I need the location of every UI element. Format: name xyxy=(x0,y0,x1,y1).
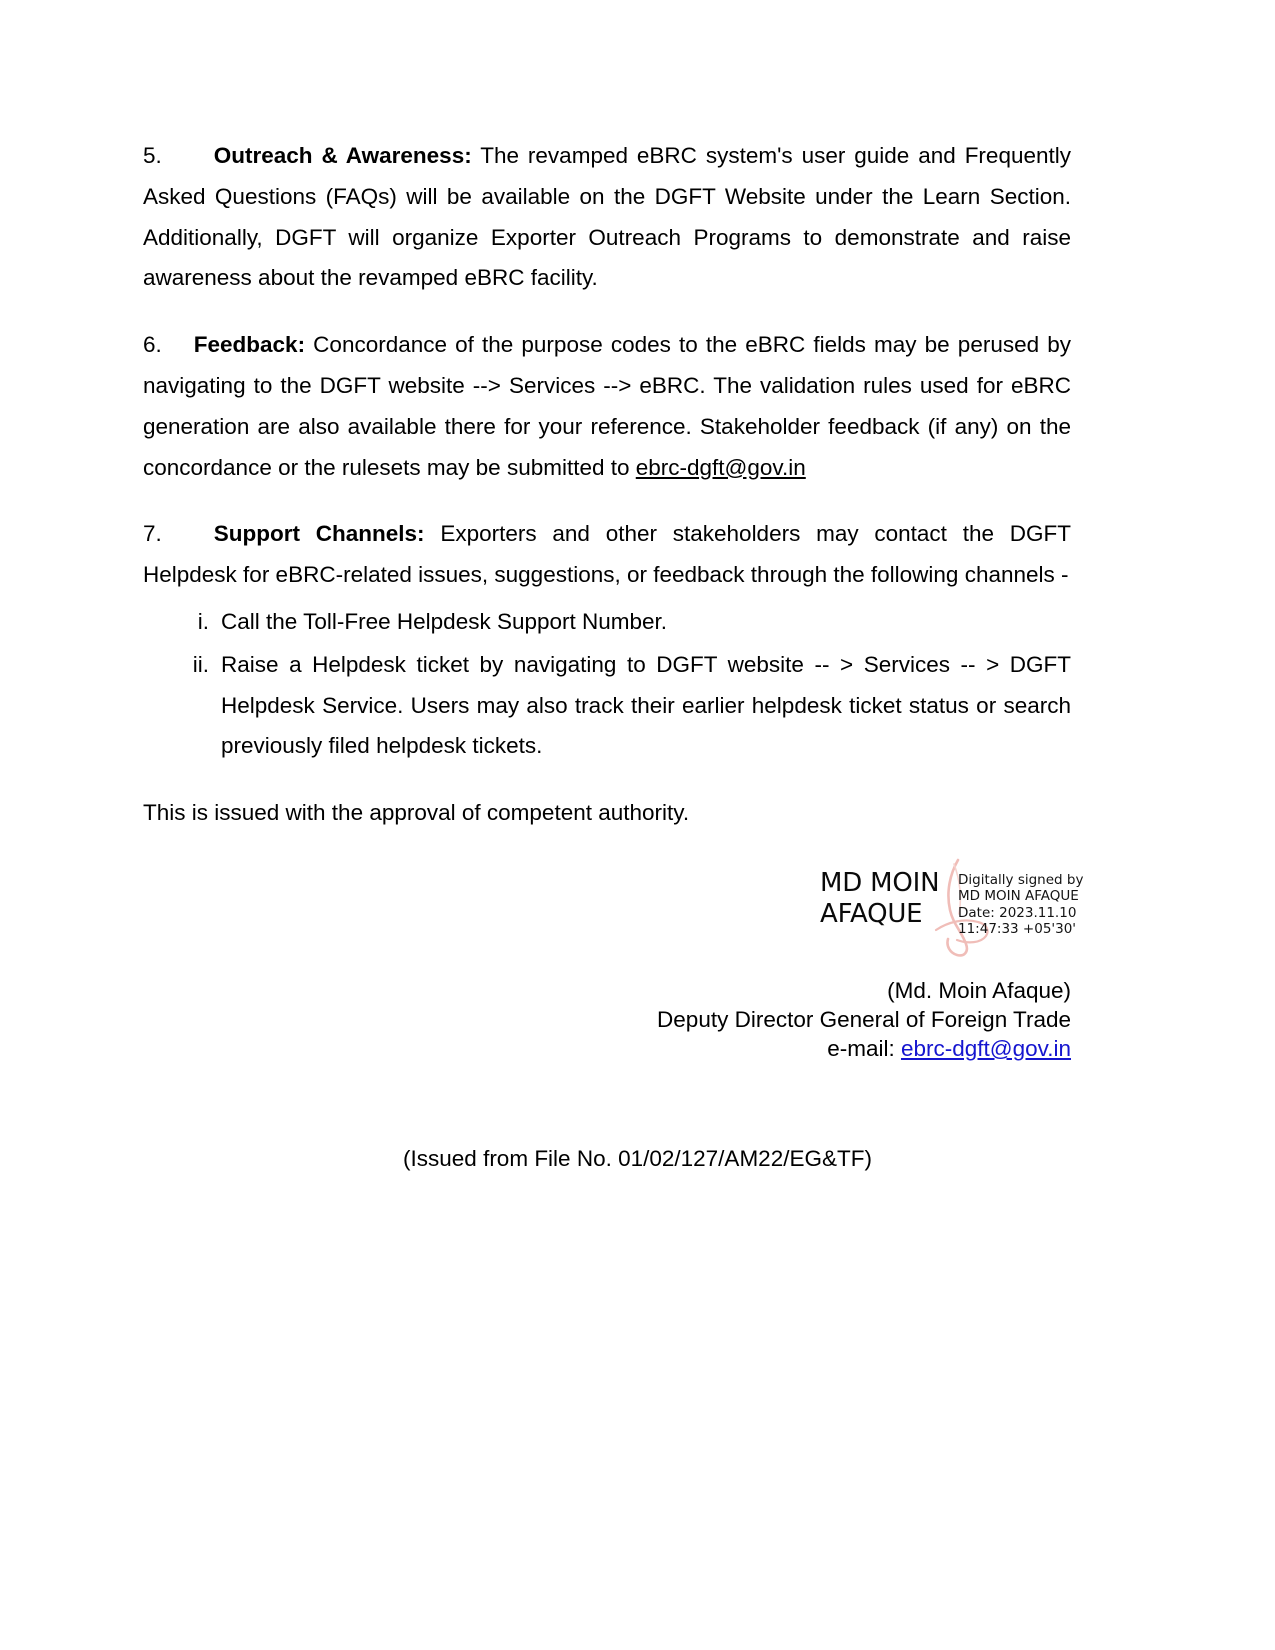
paragraph-5-text: The revamped eBRC system's user guide and Frequently Asked Questions (FAQs) will be available on the DGFT Website under the Learn Section. Additionally, DGFT will organize Exporter Outreach Programs to demonstrate and raise awareness about the revamped eBRC facility. xyxy=(143,143,1071,291)
signatory-designation: Deputy Director General of Foreign Trade xyxy=(657,1007,1071,1032)
document-body xyxy=(143,136,1071,834)
paragraph-6 xyxy=(143,325,1071,488)
paragraph-6-heading: Feedback: xyxy=(193,332,306,358)
paragraph-6-number: 6. xyxy=(143,332,162,358)
paragraph-5 xyxy=(143,136,1071,299)
paragraph-7-heading: Support Channels: xyxy=(213,521,425,547)
signatory-email-line xyxy=(440,1034,1071,1063)
signatory-email-link[interactable]: ebrc-dgft@gov.in xyxy=(900,1036,1071,1061)
signatory-name: (Md. Moin Afaque) xyxy=(887,978,1071,1003)
signatory-block xyxy=(440,976,1071,1063)
paragraph-7 xyxy=(143,514,1071,596)
paragraph-5-number: 5. xyxy=(143,143,162,168)
support-channels-list xyxy=(143,602,1071,767)
list-item-text-ii: Raise a Helpdesk ticket by navigating to DGFT website -- > Services -- > DGFT Helpdesk Service. Users may also track their earlier helpdesk ticket status or search previously filed helpdesk tickets. xyxy=(221,651,1071,759)
signature-name-line-1: MD MOIN xyxy=(820,868,940,898)
paragraph-5-heading: Outreach & Awareness: xyxy=(213,143,472,168)
closing-statement: This is issued with the approval of competent authority. xyxy=(143,800,690,826)
signature-name xyxy=(820,868,950,930)
signatory-email-label: e-mail: xyxy=(827,1036,901,1061)
feedback-email-link[interactable]: ebrc-dgft@gov.in xyxy=(635,454,806,480)
list-item xyxy=(143,645,1071,767)
signature-detail-date: Date: 2023.11.10 xyxy=(958,904,1077,921)
signature-detail-time: 11:47:33 +05'30' xyxy=(958,921,1077,938)
list-item xyxy=(143,602,1071,643)
paragraph-7-text: Exporters and other stakeholders may contact the DGFT Helpdesk for eBRC-related issues, suggestions, or feedback through the following channels - xyxy=(143,521,1071,588)
list-item-marker-ii: ii. xyxy=(192,651,209,677)
signature-detail-signed-by: Digitally signed by xyxy=(958,872,1084,888)
file-number-note: (Issued from File No. 01/02/127/AM22/EG&TF) xyxy=(403,1146,872,1171)
list-item-text-i: Call the Toll-Free Helpdesk Support Number. xyxy=(221,608,668,634)
digital-signature-block xyxy=(820,868,1082,956)
list-item-marker-i: i. xyxy=(197,608,209,634)
paragraph-6-text: Concordance of the purpose codes to the eBRC fields may be perused by navigating to the DGFT website --> Services --> eBRC. The validation rules used for eBRC generation are also available there for your reference. Stakeholder feedback (if any) on the concordance or the rulesets may be submitted to xyxy=(143,332,1071,480)
signature-detail-signer: MD MOIN AFAQUE xyxy=(958,888,1079,905)
signature-details xyxy=(958,872,1086,938)
signature-name-line-2: AFAQUE xyxy=(820,899,923,929)
paragraph-7-number: 7. xyxy=(143,521,162,547)
